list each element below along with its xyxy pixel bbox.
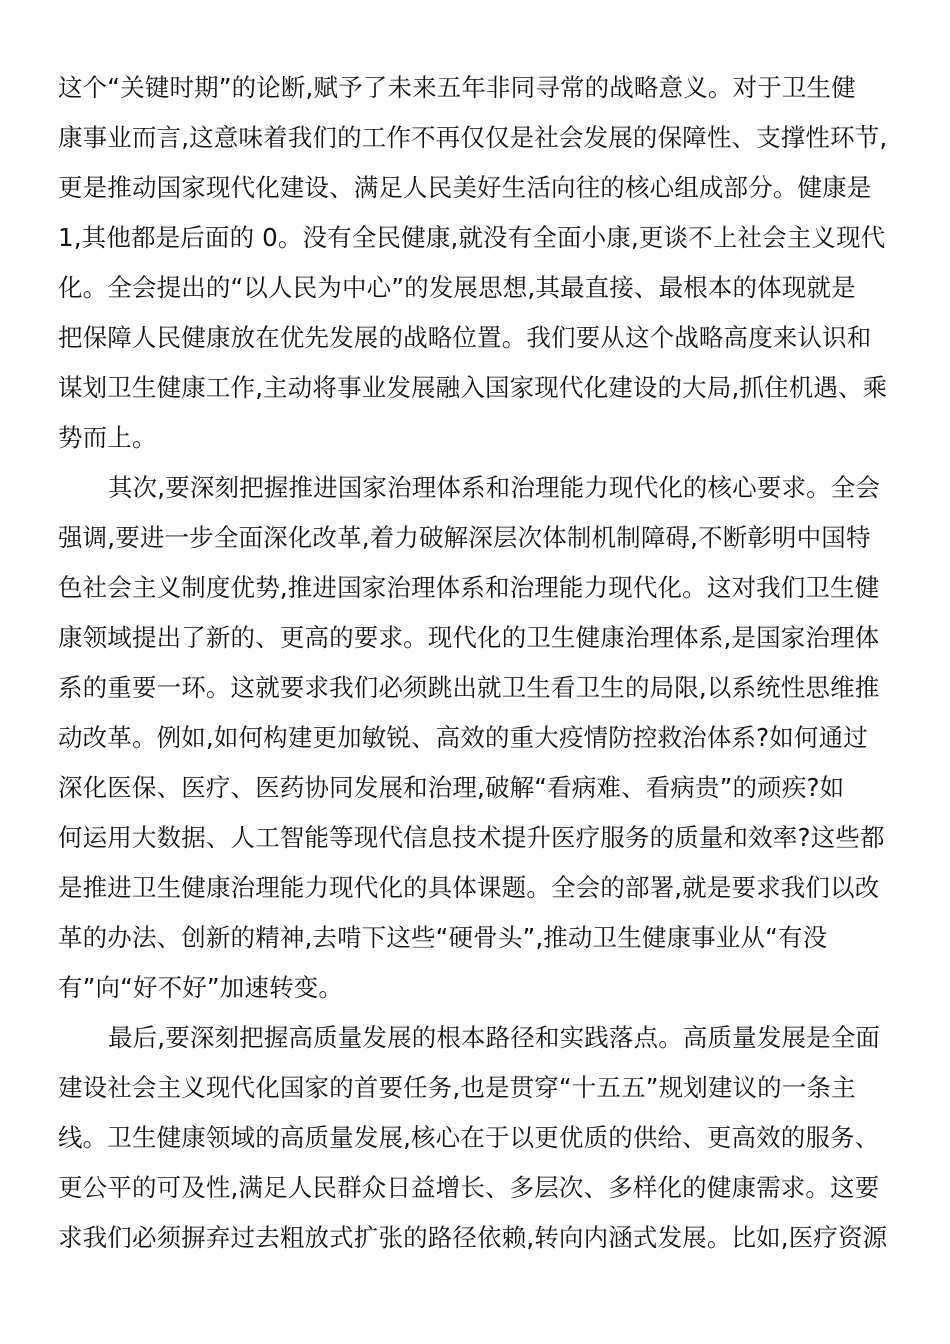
paragraph-2-line-3: 色社会主义制度优势,推进国家治理体系和治理能力现代化。这对我们卫生健 [58,573,880,602]
paragraph-3-line-3: 线。卫生健康领域的高质量发展,核心在于以更优质的供给、更高效的服务、 [58,1123,880,1152]
paragraph-2-line-1: 其次,要深刻把握推进国家治理体系和治理能力现代化的核心要求。全会 [108,473,881,502]
paragraph-3-line-5: 求我们必须摒弃过去粗放式扩张的路径依赖,转向内涵式发展。比如,医疗资源 [58,1223,888,1252]
paragraph-2-line-9: 是推进卫生健康治理能力现代化的具体课题。全会的部署,就是要求我们以改 [58,873,880,902]
paragraph-1-line-4: 1,其他都是后面的 0。没有全民健康,就没有全面小康,更谈不上社会主义现代 [58,223,886,252]
paragraph-2-line-2: 强调,要进一步全面深化改革,着力破解深层次体制机制障碍,不断彰明中国特 [58,523,871,552]
paragraph-2-line-11: 有”向“好不好”加速转变。 [58,973,344,1002]
paragraph-2-line-10: 革的办法、创新的精神,去啃下这些“硬骨头”,推动卫生健康事业从“有没 [58,923,828,952]
paragraph-1-line-1: 这个“关键时期”的论断,赋予了未来五年非同寻常的战略意义。对于卫生健 [58,73,856,102]
paragraph-3-line-1: 最后,要深刻把握高质量发展的根本路径和实践落点。高质量发展是全面 [108,1023,881,1052]
paragraph-2-line-6: 动改革。例如,如何构建更加敏锐、高效的重大疫情防控救治体系?如何通过 [58,723,868,752]
paragraph-1-line-2: 康事业而言,这意味着我们的工作不再仅仅是社会发展的保障性、支撑性环节, [58,123,888,152]
paragraph-2-line-5: 系的重要一环。这就要求我们必须跳出就卫生看卫生的局限,以系统性思维推 [58,673,880,702]
paragraph-1-line-8: 势而上。 [58,423,157,452]
paragraph-1-line-6: 把保障人民健康放在优先发展的战略位置。我们要从这个战略高度来认识和 [58,323,872,352]
paragraph-1-line-3: 更是推动国家现代化建设、满足人民美好生活向往的核心组成部分。健康是 [58,173,872,202]
paragraph-3-line-4: 更公平的可及性,满足人民群众日益增长、多层次、多样化的健康需求。这要 [58,1173,880,1202]
paragraph-2-line-8: 何运用大数据、人工智能等现代信息技术提升医疗服务的质量和效率?这些都 [58,823,885,852]
paragraph-2-line-4: 康领域提出了新的、更高的要求。现代化的卫生健康治理体系,是国家治理体 [58,623,880,652]
paragraph-1-line-5: 化。全会提出的“以人民为中心”的发展思想,其最直接、最根本的体现就是 [58,273,856,302]
paragraph-3-line-2: 建设社会主义现代化国家的首要任务,也是贯穿“十五五”规划建议的一条主 [58,1073,856,1102]
paragraph-1-line-7: 谋划卫生健康工作,主动将事业发展融入国家现代化建设的大局,抓住机遇、乘 [58,373,888,402]
paragraph-2-line-7: 深化医保、医疗、医药协同发展和治理,破解“看病难、看病贵”的顽疾?如 [58,773,845,802]
